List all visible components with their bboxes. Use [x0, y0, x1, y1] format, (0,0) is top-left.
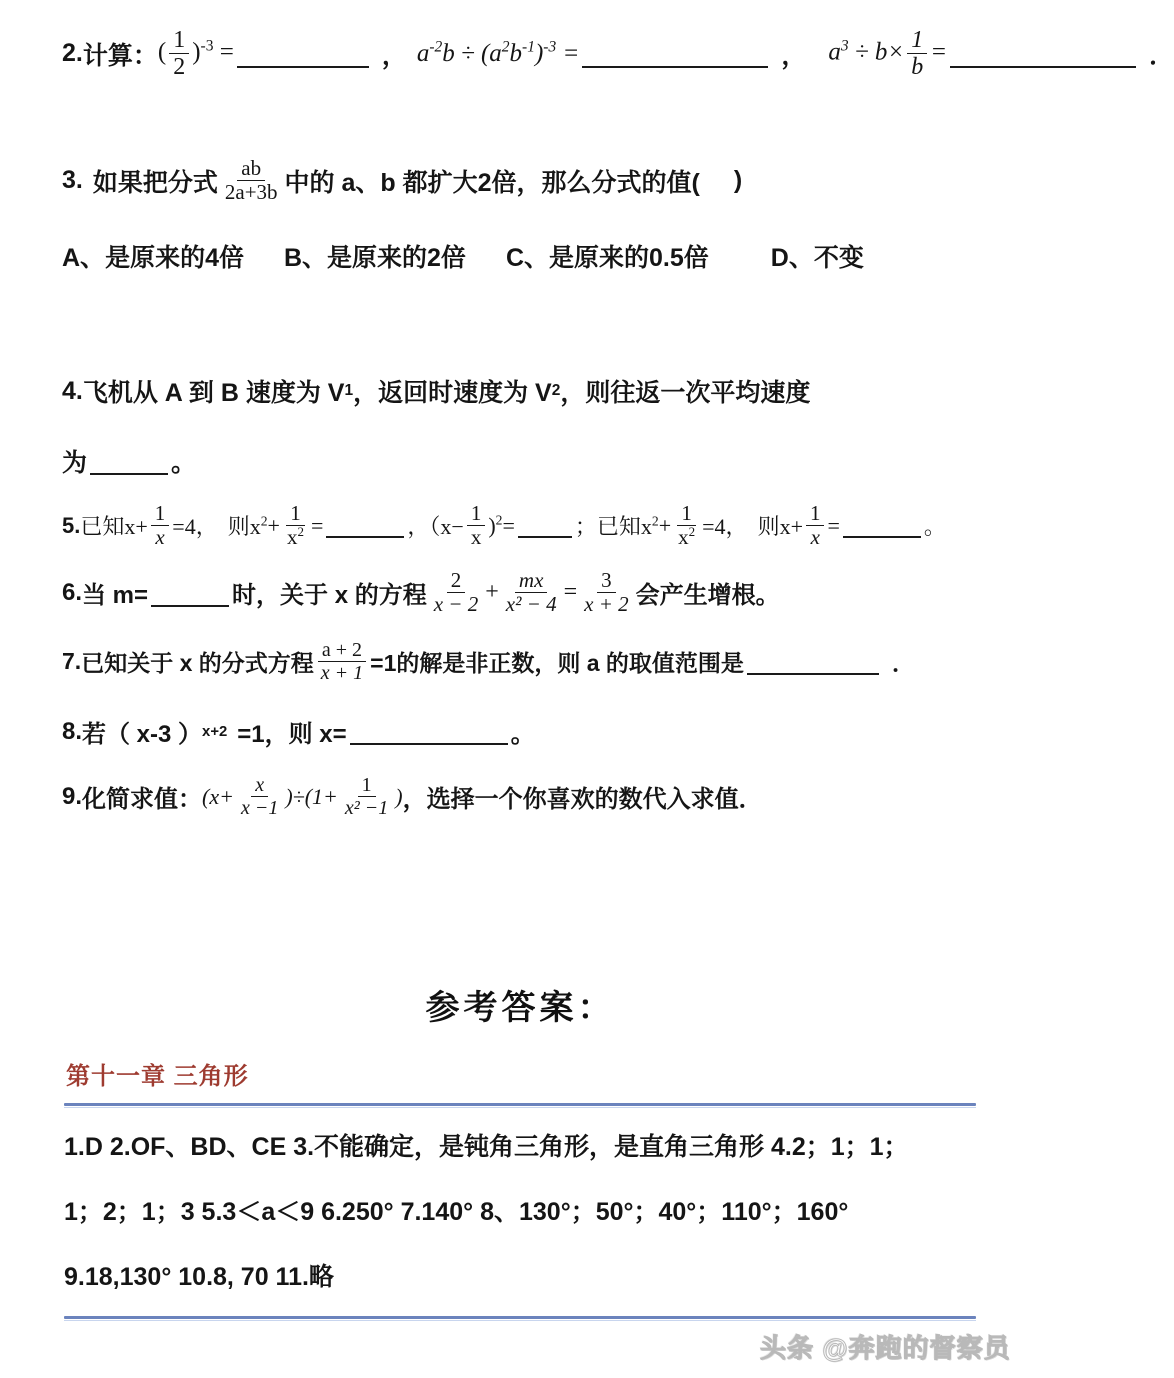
q2-blank-3[interactable] — [950, 40, 1136, 68]
section-divider-bottom-hairline — [64, 1320, 976, 1321]
q4-text-c: ，则往返一次平均速度 — [560, 379, 811, 407]
q8-number: 8. — [62, 717, 83, 745]
q3-close-paren: ) — [733, 166, 743, 195]
q9-t1: 化简求值： — [82, 786, 203, 814]
q2-expr-2: $a^{-2}b \div (a^2b^{-1})^{-3}$ = — [416, 38, 580, 67]
q5-t10: + — [658, 512, 672, 538]
q3-fraction — [221, 158, 282, 204]
q5-t1: 已知x+ — [80, 514, 148, 540]
q3-option-b[interactable]: B、是原来的2倍 — [283, 244, 466, 272]
q6-frac-1: $\frac{2}{x - 2}$ — [433, 568, 479, 617]
question-4-line-1: 4. 飞机从 A 到 B 速度为 V 1 ，返回时速度为 V 2 ，则往返一次平均速度 — [62, 373, 810, 409]
q4-text-line2: 为 — [62, 449, 88, 477]
q5-t2: =4， — [172, 514, 218, 540]
q5-t3: 则$x^2$ — [227, 514, 268, 540]
q7-fraction: $\frac{a + 2}{x + 1}$ — [317, 640, 367, 684]
question-2 — [62, 28, 1174, 80]
q9-frac-1: $\frac{x}{x -1}$ — [240, 774, 279, 820]
answer-line-1: 1.D 2.OF、BD、CE 3.不能确定，是钝角三角形，是直角三角形 4.2；1；1； — [64, 1133, 909, 1161]
q5-frac-3: $\frac{1}{x}$ — [467, 503, 486, 549]
q5-frac-4: $\frac{1}{x^2}$ — [678, 501, 696, 550]
q4-blank[interactable] — [90, 447, 168, 475]
section-divider-bottom — [64, 1316, 976, 1319]
question-5 — [62, 503, 946, 549]
q5-t5: = — [310, 512, 324, 538]
q2-sep-2: ， — [781, 41, 807, 70]
q5-blank-3[interactable] — [843, 513, 921, 538]
q8-t1: 若（ x-3 ） — [82, 721, 203, 748]
watermark-credit: 头条 @奔跑的督察员 — [760, 1333, 1011, 1363]
q5-t13: = — [827, 512, 840, 538]
q6-blank[interactable] — [151, 579, 229, 606]
q3-text-before: 如果把分式 — [92, 168, 218, 197]
q8-end: 。 — [510, 721, 535, 748]
q5-t8: = — [502, 512, 515, 538]
question-8: 8. 若（ x-3 ） x+2 =1，则 x= 。 — [62, 714, 535, 749]
q2-sep-1: ， — [381, 41, 407, 70]
q6-frac-2: $\frac{mx}{\text{x² − 4}}$ — [505, 568, 557, 617]
q7-t2: =1的解是非正数，则 a 的取值范围是 — [370, 650, 744, 677]
q3-option-a[interactable]: A、是原来的4倍 — [62, 244, 244, 272]
q6-frac-3: $\frac{3}{x + 2}$ — [584, 568, 629, 617]
q3-number: 3. — [62, 166, 83, 195]
answer-line-3: 9.18,130° 10.8, 70 11.略 — [64, 1263, 334, 1291]
q7-end: ． — [891, 650, 915, 677]
q6-t3: 会产生增根。 — [635, 582, 780, 610]
q3-option-c[interactable]: C、是原来的0.5倍 — [505, 244, 709, 272]
q3-fraction-denominator: 2a+3b — [224, 180, 278, 205]
q5-blank-2[interactable] — [518, 513, 572, 538]
q3-fraction-numerator: ab — [237, 158, 265, 181]
q7-number: 7. — [62, 648, 82, 675]
q7-blank[interactable] — [747, 649, 879, 675]
q8-t2: =1，则 x= — [237, 721, 347, 748]
question-7 — [62, 640, 915, 684]
section-divider-top-hairline — [64, 1107, 976, 1108]
q9-t5: ，选择一个你喜欢的数代入求值． — [402, 786, 763, 814]
answer-chapter-title: 第十一章 三角形 — [66, 1063, 249, 1090]
answer-line-2: 1；2；1；3 5.3＜a＜9 6.250° 7.140° 8、130°；50°；40°；110°；160° — [64, 1198, 849, 1226]
question-3 — [62, 158, 742, 204]
q9-t4: ) — [395, 783, 403, 809]
q3-option-d[interactable]: D、不变 — [770, 244, 864, 272]
q5-blank-1[interactable] — [326, 513, 404, 538]
q5-t12: 则x+ — [757, 514, 803, 540]
q2-expr-3: $a^3 \div b\times$ $\frac{1}{b}$ = — [828, 27, 948, 81]
q5-t7: )$^2$ — [488, 512, 503, 538]
q5-t9: ；已知$x^2$ — [574, 514, 659, 540]
q6-t1: 当 m= — [82, 582, 149, 610]
q9-t3: )÷(1+ — [285, 783, 338, 809]
q9-number: 9. — [62, 782, 83, 810]
question-6 — [62, 570, 780, 616]
q2-expr-1: ( $\frac{1}{2}$ )$^{-3}$ = — [157, 27, 234, 81]
section-divider-top — [64, 1103, 976, 1106]
q5-t6: ，（x− — [407, 514, 464, 540]
question-3-options — [62, 238, 864, 274]
q4-number: 4. — [62, 376, 83, 405]
q9-t2: (x+ — [202, 783, 234, 809]
q6-op-1: + — [485, 579, 499, 606]
q4-text-a: 飞机从 A 到 B 速度为 V — [82, 379, 345, 407]
q2-end: ． — [1149, 41, 1174, 70]
q5-t14: 。 — [923, 514, 946, 540]
q8-blank[interactable] — [350, 718, 508, 745]
q6-number: 6. — [62, 578, 83, 606]
q7-t1: 已知关于 x 的分式方程 — [81, 650, 314, 677]
q2-blank-1[interactable] — [237, 40, 369, 68]
q2-blank-2[interactable] — [582, 40, 768, 68]
answers-heading: 参考答案： — [425, 989, 616, 1027]
q4-text-b: ，返回时速度为 V — [353, 379, 552, 407]
q5-frac-2: $\frac{1}{x^2}$ — [286, 501, 304, 550]
question-9 — [62, 775, 763, 819]
q3-text-after: 中的 a、b 都扩大2倍，那么分式的值( — [284, 168, 700, 197]
q6-op-2: = — [563, 579, 578, 606]
q2-stem: 计算： — [82, 41, 158, 70]
q4-end: 。 — [171, 449, 197, 477]
q5-number: 5. — [62, 512, 81, 538]
q9-frac-2: $\frac{1}{\text{x² −1}}$ — [344, 774, 389, 820]
q5-t11: =4， — [702, 514, 748, 540]
q5-t4: + — [267, 512, 280, 538]
q5-frac-5: $\frac{1}{x}$ — [806, 503, 825, 549]
q2-number: 2. — [62, 39, 83, 68]
question-4-line-2 — [62, 443, 196, 479]
q6-t2: 时，关于 x 的方程 — [232, 582, 427, 610]
q5-frac-1: $\frac{1}{x}$ — [151, 503, 170, 549]
